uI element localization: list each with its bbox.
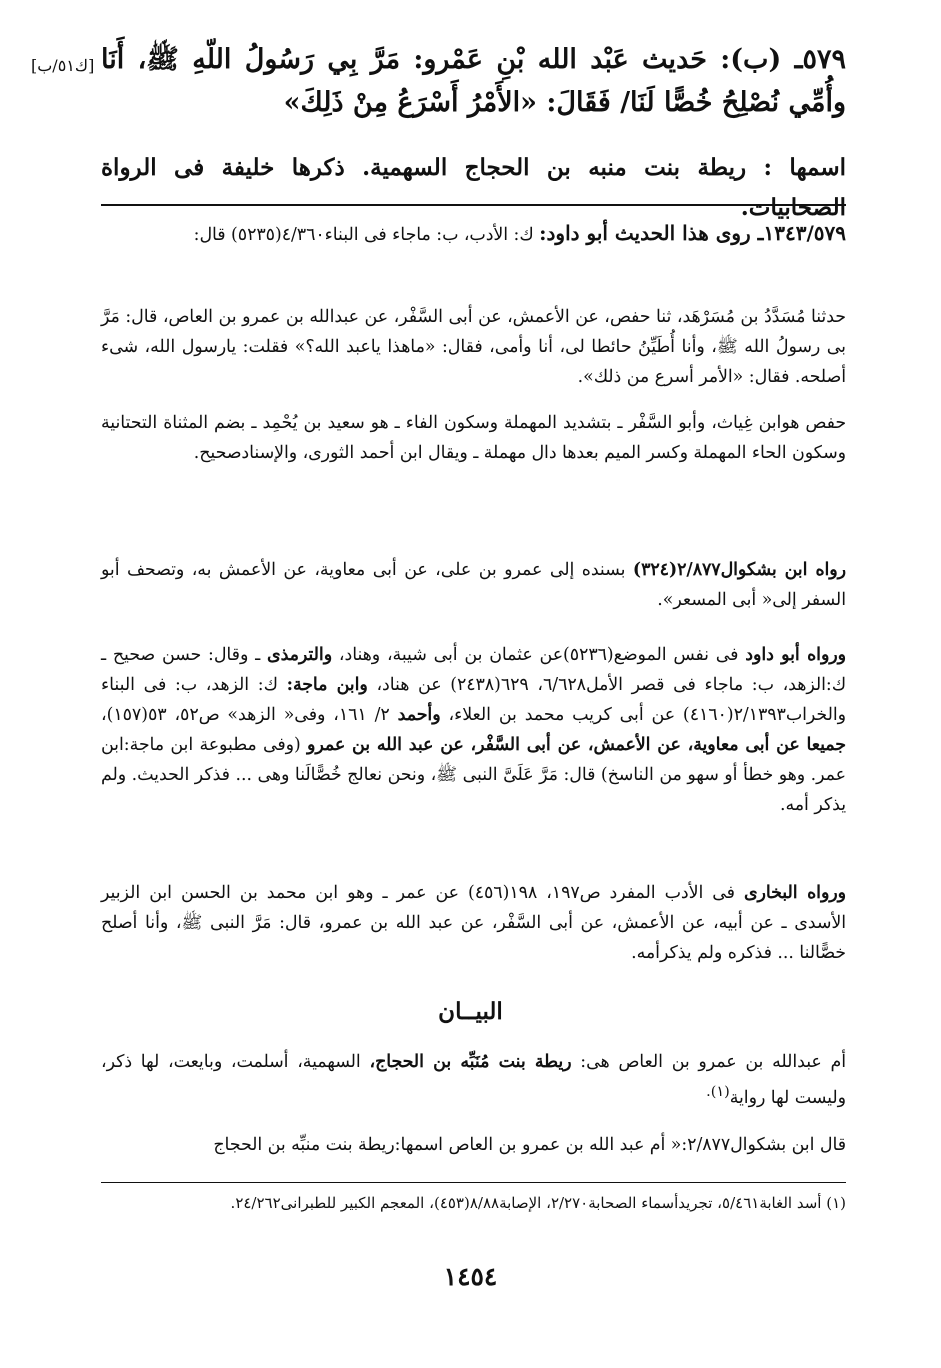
paragraph-1-lead: ١٣٤٣/٥٧٩ـ روى هذا الحديث أبو داود:	[539, 221, 846, 245]
paragraph-1-rest: ك: الأدب، ب: ماجاء فى البناء٤/٣٦٠(٥٢٣٥) قال:	[193, 225, 534, 245]
paragraph-4-lead: رواه ابن بشكوال٢/٨٧٧(٣٢٤)	[632, 560, 846, 580]
paragraph-8: قال ابن بشكوال٢/٨٧٧:« أم عبد الله بن عمرو بن العاص اسمها:ريطة بنت منبِّه بن الحجاج	[213, 1135, 846, 1155]
footnote-rule	[101, 1182, 846, 1183]
paragraph-4-rest: بسنده إلى عمرو بن على، عن أبى معاوية، عن الأعمش به، وتصحف أبو السفر إلى« أبى المسعر».	[101, 560, 846, 610]
paragraph-6-rest: فى الأدب المفرد ص١٩٧، ١٩٨(٤٥٦) عن عمر ـ وهو ابن محمد بن الحسن ابن الزبير الأسدى ـ عن أبيه، عن الأعمش، عن أبى السَّفْر، عن عبد الله بن عمرو، قال: مَرَّ النبى ﷺ، وأنا أصلح خصًّالنا ... فذكره ولم يذكرأمه.	[101, 883, 846, 963]
paragraph-7	[101, 1047, 846, 1113]
p5-c: والترمذى	[267, 645, 333, 665]
paragraph-5	[101, 640, 846, 820]
paragraph-4	[101, 555, 846, 615]
p5-j: (وفى مطبوعة ابن ماجة:ابن عمر. وهو خطأ أو سهو من الناسخ) قال: مَرَّ عَلَىَّ النبى ﷺ، ونحن نعالج خُصًّالَنا وهى ... فذكر الحديث. ولم يذكر أمه.	[101, 735, 846, 815]
p7-c: السهمية، أسلمت، وبايعت، لها ذكر، وليست لها رواية	[101, 1052, 846, 1108]
paragraph-1	[101, 218, 846, 250]
intro-line: اسمها : ريطة بنت منبه بن الحجاج السهمية. ذكرها خليفة فى الرواة الصحابيات.	[101, 154, 846, 221]
paragraph-6	[101, 878, 846, 968]
p5-g: وأحمد	[397, 705, 441, 725]
p5-i: جميعا عن أبى معاوية، عن الأعمش، عن أبى السَّفْر، عن عبد الله بن عمرو	[307, 735, 846, 755]
p5-h: ٢/ ١٦١، وفى« الزهد» ص٥٢، ٥٣(١٥٧)،	[101, 705, 390, 725]
section-title: البيــان	[438, 998, 503, 1025]
p5-e: وابن ماجة:	[286, 675, 368, 695]
page-number: ١٤٥٤	[443, 1262, 498, 1291]
p5-b: فى نفس الموضع(٥٢٣٦)عن عثمان بن أبى شيبة، وهناد،	[338, 645, 739, 665]
p5-a: ورواه أبو داود	[745, 645, 846, 665]
footnote: (١) أسد الغابة٥/٤٦١، تجريدأسماء الصحابة٢/٢٧٠، الإصابة٨/٨٨(٤٥٣)، المعجم الكبير للطبرانى٢٤/٢٦٢.	[230, 1194, 846, 1212]
paragraph-3: حفص هوابن غِياث، وأبو السَّفْر ـ بتشديد المهملة وسكون الفاء ـ هو سعيد بن يُحْمِد ـ بضم المثناة التحتانية وسكون الحاء المهملة وكسر الميم بعدها دال مهملة ـ ويقال ابن أحمد الثورى، والإسنادصحيح.	[101, 413, 846, 463]
footnote-marker: (١).	[706, 1084, 730, 1100]
p7-a: أم عبدالله بن عمرو بن العاص هى:	[580, 1052, 847, 1072]
p7-b: ريطة بنت مُنَبِّه بن الحجاج،	[369, 1052, 572, 1072]
hadith-header	[31, 38, 846, 124]
top-rule	[101, 204, 846, 206]
p5-f: ك: الزهد، ب: فى البناء والخراب٢/١٣٩٣(٤١٦٠) عن أبى كريب محمد بن العلاء،	[101, 675, 846, 725]
paragraph-2: حدثنا مُسَدَّدُ بن مُسَرْهَد، ثنا حفص، عن الأعمش، عن أبى السَّفْر، عن عبدالله بن عمرو بن العاص، قال: مَرَّ بى رسولُ الله ﷺ، وأنا أُطَيِّنُ حائطا لى، أنا وأمى، فقال: «ماهذا ياعبد الله؟» فقلت: يارسول الله، شىء أصلحه. فقال: «الأمر أسرع من ذلك».	[101, 307, 846, 387]
paragraph-6-lead: ورواه البخارى	[743, 883, 846, 903]
hadith-header-text: ٥٧٩ـ (ب): حَديث عَبْد الله بْنِ عَمْرو: مَرَّ بِي رَسُولُ اللّهِ ﷺ، أَنَا وأُمِّي نُصْلِحُ خُصًّا لَنَا/ فَقَالَ: «الأَمْرُ أَسْرَعُ مِنْ ذَلِكَ»	[101, 44, 846, 118]
marginal-reference: [ك٥١/ب]	[31, 56, 95, 75]
p5-d: ـ وقال: حسن صحيح ـ ك:الزهد، ب: ماجاء فى قصر الأمل٦/٦٢٨، ٦٢٩(٢٤٣٨) عن هناد،	[101, 645, 846, 695]
